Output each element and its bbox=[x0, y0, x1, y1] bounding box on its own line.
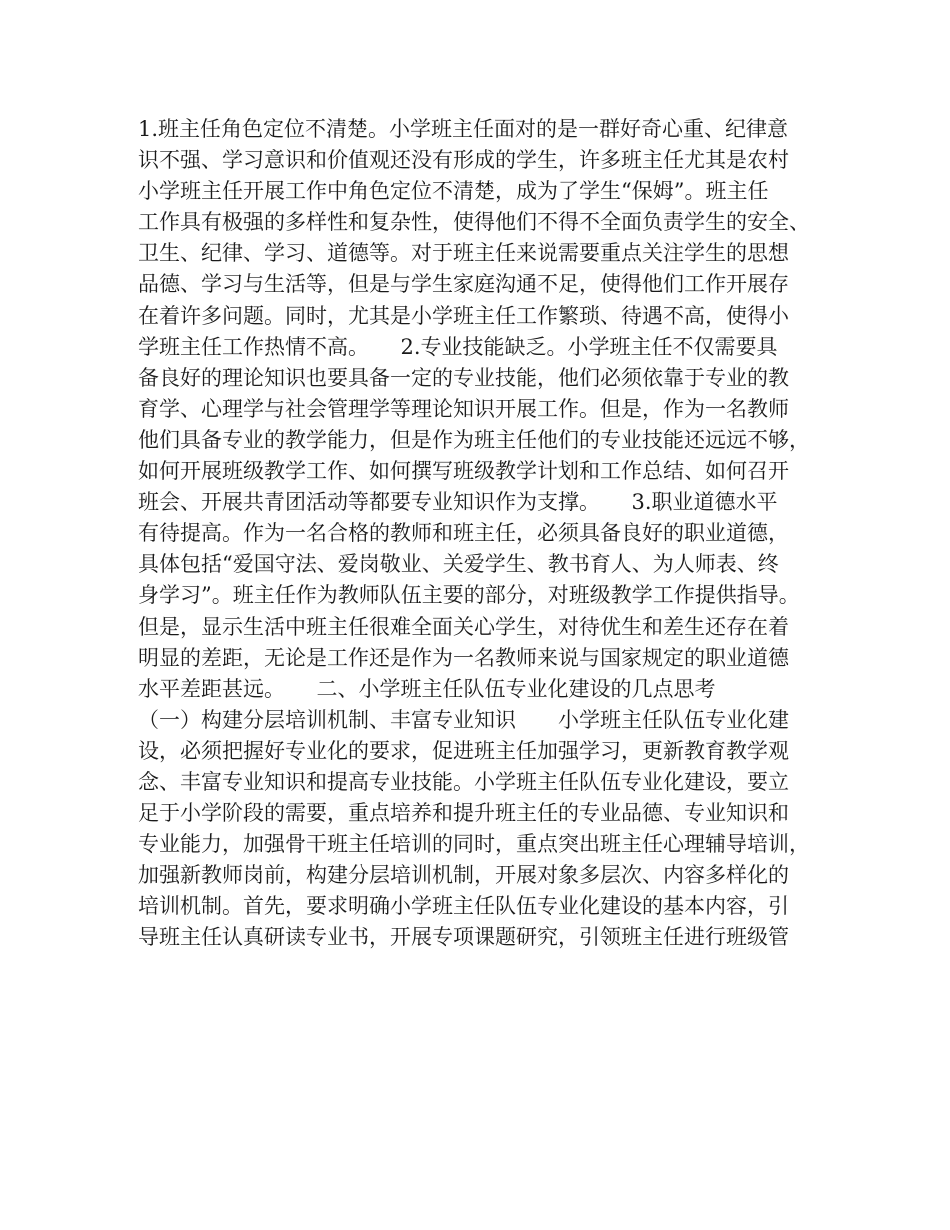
text-line: 备良好的理论知识也要具备一定的专业技能，他们必须依靠于专业的教 bbox=[138, 365, 789, 390]
text-line: 识不强、学习意识和价值观还没有形成的学生，许多班主任尤其是农村 bbox=[138, 148, 789, 173]
text-line: 足于小学阶段的需要，重点培养和提升班主任的专业品德、专业知识和 bbox=[138, 801, 789, 826]
text-line: （一）构建分层培训机制、丰富专业知识 小学班主任队伍专业化建 bbox=[138, 707, 789, 732]
body-text bbox=[138, 114, 828, 954]
text-line: 导班主任认真研读专业书，开展专项课题研究，引领班主任进行班级管 bbox=[138, 925, 789, 950]
text-line: 培训机制。首先，要求明确小学班主任队伍专业化建设的基本内容，引 bbox=[138, 894, 789, 919]
text-line: 在着许多问题。同时，尤其是小学班主任工作繁琐、待遇不高，使得小 bbox=[138, 303, 789, 328]
text-line: 卫生、纪律、学习、道德等。对于班主任来说需要重点关注学生的思想 bbox=[138, 241, 789, 266]
text-line: 设，必须把握好专业化的要求，促进班主任加强学习，更新教育教学观 bbox=[138, 738, 789, 763]
text-line: 品德、学习与生活等，但是与学生家庭沟通不足，使得他们工作开展存 bbox=[138, 272, 789, 297]
text-line: 具体包括“爱国守法、爱岗敬业、关爱学生、教书育人、为人师表、终 bbox=[138, 552, 779, 577]
text-line: 水平差距甚远。 二、小学班主任队伍专业化建设的几点思考 bbox=[138, 676, 716, 701]
text-line: 明显的差距，无论是工作还是作为一名教师来说与国家规定的职业道德 bbox=[138, 645, 789, 670]
text-line: 有待提高。作为一名合格的教师和班主任，必须具备良好的职业道德， bbox=[138, 521, 789, 546]
text-line: 小学班主任开展工作中角色定位不清楚，成为了学生“保姆”。班主任 bbox=[138, 179, 769, 204]
text-line: 1.班主任角色定位不清楚。小学班主任面对的是一群好奇心重、纪律意 bbox=[138, 117, 789, 141]
text-line: 班会、开展共青团活动等都要专业知识作为支撑。 3.职业道德水平 bbox=[138, 490, 778, 515]
text-line: 念、丰富专业知识和提高专业技能。小学班主任队伍专业化建设，要立 bbox=[138, 769, 789, 794]
text-line: 工作具有极强的多样性和复杂性，使得他们不得不全面负责学生的安全、 bbox=[138, 210, 810, 235]
text-line: 他们具备专业的教学能力，但是作为班主任他们的专业技能还远远不够， bbox=[138, 427, 810, 452]
text-line: 专业能力，加强骨干班主任培训的同时，重点突出班主任心理辅导培训， bbox=[138, 832, 810, 857]
text-line: 如何开展班级教学工作、如何撰写班级教学计划和工作总结、如何召开 bbox=[138, 459, 789, 484]
text-line: 学班主任工作热情不高。 2.专业技能缺乏。小学班主任不仅需要具 bbox=[138, 334, 778, 359]
text-line: 身学习”。班主任作为教师队伍主要的部分，对班级教学工作提供指导。 bbox=[138, 583, 800, 608]
text-line: 加强新教师岗前，构建分层培训机制，开展对象多层次、内容多样化的 bbox=[138, 863, 789, 888]
text-line: 但是，显示生活中班主任很难全面关心学生，对待优生和差生还存在着 bbox=[138, 614, 789, 639]
text-line: 育学、心理学与社会管理学等理论知识开展工作。但是，作为一名教师 bbox=[138, 396, 789, 421]
